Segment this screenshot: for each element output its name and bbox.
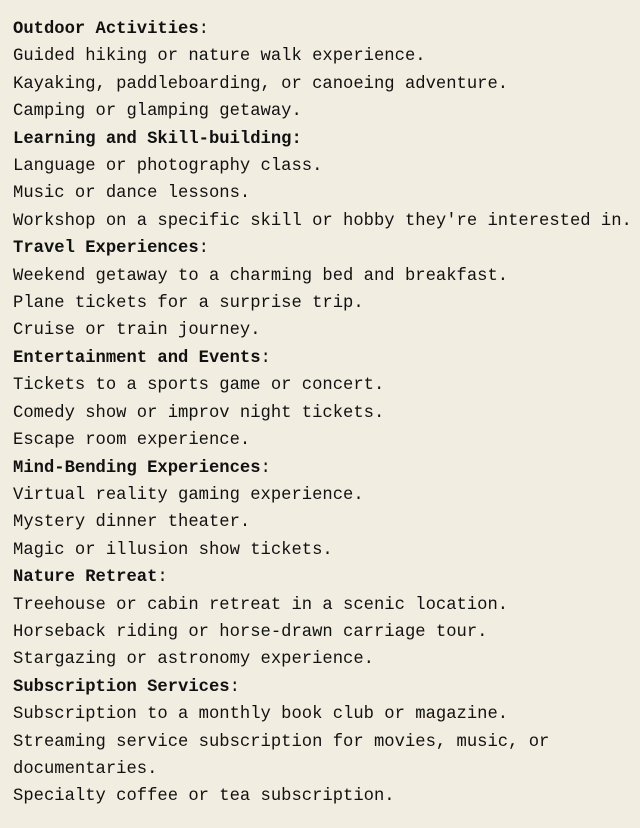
section-heading-title: Nature Retreat — [13, 568, 158, 588]
list-item: Comedy show or improv night tickets. — [13, 403, 385, 423]
section-heading-title: Mind-Bending Experiences — [13, 458, 261, 478]
section-heading-title: Learning and Skill-building: — [13, 129, 302, 149]
section-heading-suffix: : — [198, 239, 209, 259]
list-item: Tickets to a sports game or concert. — [13, 376, 385, 396]
section-heading — [13, 564, 633, 591]
section-heading-suffix: : — [157, 568, 168, 588]
section-heading-title: Travel Experiences — [13, 239, 199, 259]
list-item: Language or photography class. — [13, 157, 323, 177]
list-item: Mystery dinner theater. — [13, 513, 251, 533]
section-heading-title: Entertainment and Events — [13, 348, 261, 368]
section-heading — [13, 455, 633, 482]
section-heading — [13, 235, 633, 262]
list-item: Treehouse or cabin retreat in a scenic location. — [13, 595, 509, 615]
list-item: Plane tickets for a surprise trip. — [13, 294, 364, 314]
list-item: Stargazing or astronomy experience. — [13, 650, 374, 670]
list-item: Music or dance lessons. — [13, 184, 251, 204]
section-heading-suffix: : — [198, 20, 209, 39]
gift-ideas-document — [13, 16, 633, 811]
section-heading-title: Outdoor Activities — [13, 20, 199, 39]
list-item: Streaming service subscription for movies, music, or documentaries. — [13, 732, 560, 779]
list-item: Specialty coffee or tea subscription. — [13, 787, 395, 807]
list-item: Weekend getaway to a charming bed and breakfast. — [13, 266, 509, 286]
section-heading — [13, 345, 633, 372]
list-item: Magic or illusion show tickets. — [13, 540, 333, 560]
list-item: Subscription to a monthly book club or magazine. — [13, 705, 509, 725]
section-heading-suffix: : — [260, 458, 271, 478]
section-heading-title: Subscription Services — [13, 677, 230, 697]
section-heading-suffix: : — [260, 348, 271, 368]
list-item: Horseback riding or horse-drawn carriage tour. — [13, 622, 488, 642]
list-item: Cruise or train journey. — [13, 321, 261, 341]
list-item: Escape room experience. — [13, 431, 251, 451]
list-item: Virtual reality gaming experience. — [13, 485, 364, 505]
list-item: Camping or glamping getaway. — [13, 102, 302, 122]
list-item: Guided hiking or nature walk experience. — [13, 47, 426, 67]
section-heading — [13, 674, 633, 701]
section-heading — [13, 126, 633, 153]
list-item: Kayaking, paddleboarding, or canoeing adventure. — [13, 74, 509, 94]
section-heading-suffix: : — [229, 677, 240, 697]
section-heading — [13, 16, 633, 43]
list-item: Workshop on a specific skill or hobby they're interested in. — [13, 211, 632, 231]
